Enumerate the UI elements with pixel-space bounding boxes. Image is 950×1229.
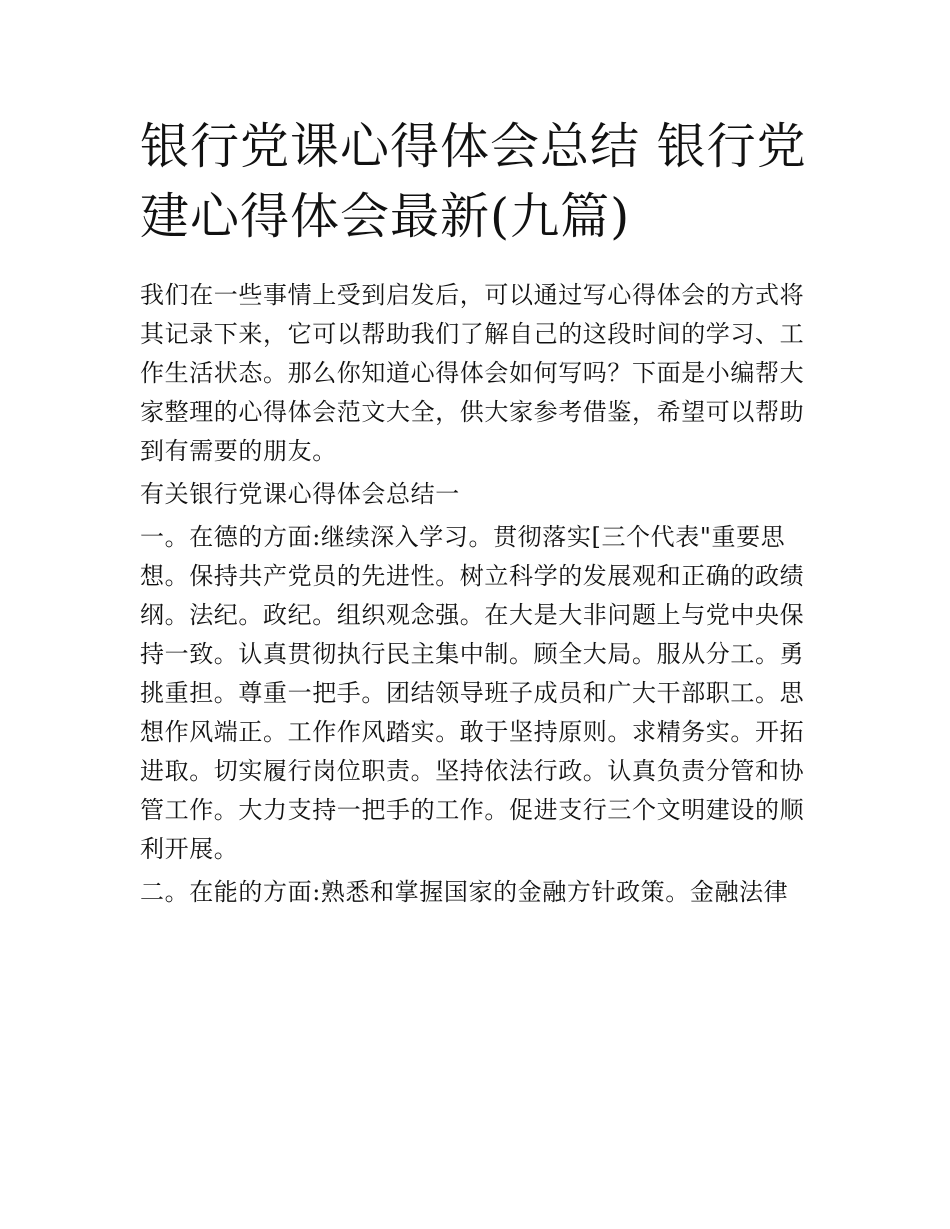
intro-paragraph: 我们在一些事情上受到启发后，可以通过写心得体会的方式将其记录下来，它可以帮助我们了解自己的这段时间的学习、工作生活状态。那么你知道心得体会如何写吗？下面是小编帮大家整理的心得体会范文大全，供大家参考借鉴，希望可以帮助到有需要的朋友。 xyxy=(140,281,805,465)
document-title: 银行党课心得体会总结 银行党建心得体会最新(九篇) xyxy=(140,118,807,245)
document-body xyxy=(140,112,815,912)
section-two-paragraph: 二。在能的方面:熟悉和掌握国家的金融方针政策。金融法律 xyxy=(140,878,789,906)
section-one-paragraph: 一。在德的方面:继续深入学习。贯彻落实[三个代表"重要思想。保持共产党员的先进性。树立科学的发展观和正确的政绩纲。法纪。政纪。组织观念强。在大是大非问题上与党中央保持一致。认真贯彻执行民主集中制。顾全大局。服从分工。勇挑重担。尊重一把手。团结领导班子成员和广大干部职工。思想作风端正。工作作风踏实。敢于坚持原则。求精务实。开拓进取。切实履行岗位职责。坚持依法行政。认真负责分管和协管工作。大力支持一把手的工作。促进支行三个文明建设的顺利开展。 xyxy=(140,523,805,863)
section-subheading: 有关银行党课心得体会总结一 xyxy=(140,480,460,508)
